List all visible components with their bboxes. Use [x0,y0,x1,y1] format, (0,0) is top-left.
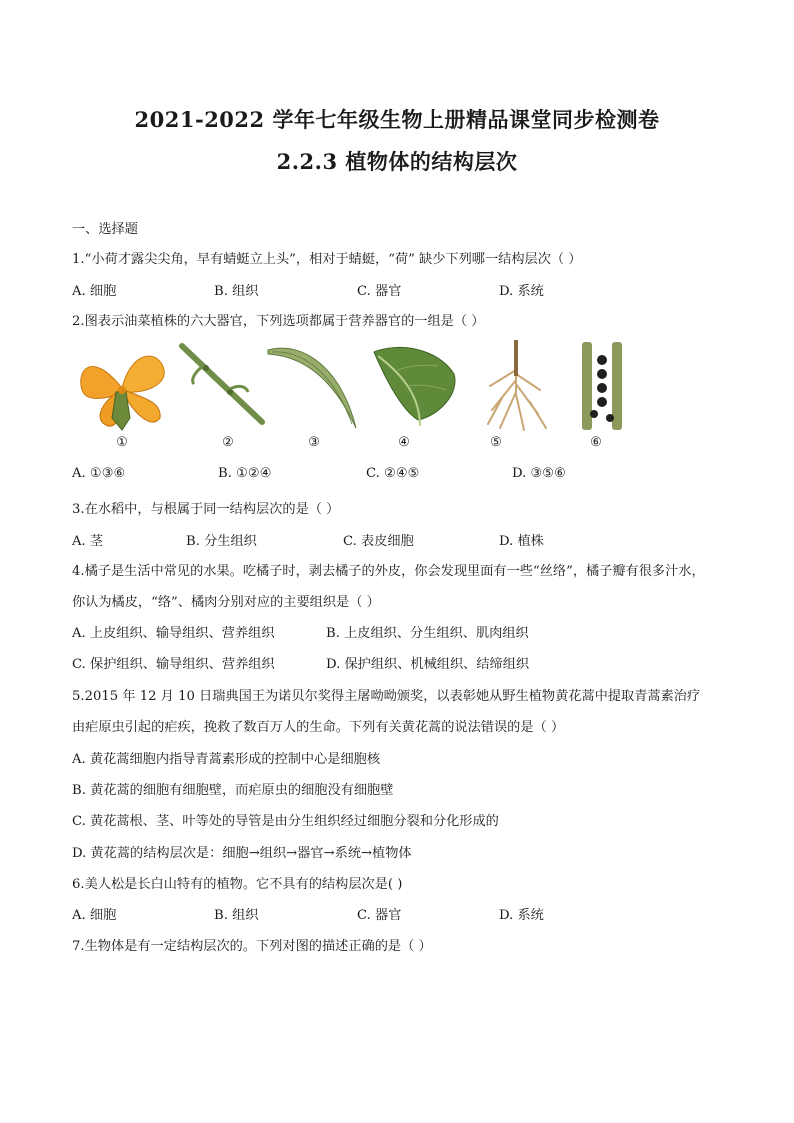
q3-option-a: A. 茎 [72,534,104,549]
q5-option-c: C. 黄花蒿根、茎、叶等处的导管是由分生组织经过细胞分裂和分化形成的 [72,814,499,829]
document-title: 2021-2022 学年七年级生物上册精品课堂同步检测卷 [134,107,660,132]
q4-option-c: C. 保护组织、输导组织、营养组织 [72,657,275,672]
question-6-stem: 6.美人松是长白山特有的植物。它不具有的结构层次是( ) [72,877,403,892]
q6-option-c: C. 器官 [357,908,402,923]
section-heading: 一、选择题 [72,222,138,237]
leaf-image [368,340,460,432]
figure-label-6: ⑥ [590,435,602,450]
q1-option-b: B. 组织 [214,284,259,299]
q4-option-a: A. 上皮组织、输导组织、营养组织 [72,626,275,641]
q6-option-d: D. 系统 [499,908,544,923]
q6-option-a: A. 细胞 [72,908,117,923]
q5-option-a: A. 黄花蒿细胞内指导青蒿素形成的控制中心是细胞核 [72,752,381,767]
question-5-stem-line2: 由疟原虫引起的疟疾，挽救了数百万人的生命。下列有关黄花蒿的说法错误的是（ ） [72,720,565,735]
figure-label-5: ⑤ [490,435,502,450]
document-subtitle: 2.2.3 植物体的结构层次 [276,149,518,174]
q3-option-d: D. 植株 [499,534,544,549]
q2-option-b: B. ①②④ [218,466,272,481]
figure-label-2: ② [222,435,234,450]
q3-option-c: C. 表皮细胞 [343,534,414,549]
flower-image [72,340,172,432]
q6-option-b: B. 组织 [214,908,259,923]
q2-option-c: C. ②④⑤ [366,466,420,481]
question-4-stem-line1: 4.橘子是生活中常见的水果。吃橘子时，剥去橘子的外皮，你会发现里面有一些“丝络”，橘子瓣有很多汁水， [72,564,705,579]
figure-label-3: ③ [308,435,320,450]
question-7-stem: 7.生物体是有一定结构层次的。下列对图的描述正确的是（ ） [72,939,432,954]
q5-option-b: B. 黄花蒿的细胞有细胞壁，而疟原虫的细胞没有细胞壁 [72,783,394,798]
question-4-stem-line2: 你认为橘皮，“络”、橘肉分别对应的主要组织是（ ） [72,595,380,610]
q2-option-d: D. ③⑤⑥ [512,466,566,481]
seeds-image [572,340,632,432]
figure-label-4: ④ [398,435,410,450]
plant-organs-figure [72,340,632,455]
q5-option-d: D. 黄花蒿的结构层次是：细胞→组织→器官→系统→植物体 [72,846,412,861]
q4-option-b: B. 上皮组织、分生组织、肌肉组织 [326,626,529,641]
root-image [480,340,554,432]
figure-label-1: ① [116,435,128,450]
stem-image [176,340,268,432]
question-2-stem: 2.图表示油菜植株的六大器官，下列选项都属于营养器官的一组是（ ） [72,314,485,329]
q4-option-d: D. 保护组织、机械组织、结缔组织 [326,657,530,672]
pod-image [264,340,360,432]
question-3-stem: 3.在水稻中，与根属于同一结构层次的是（ ） [72,502,340,517]
q3-option-b: B. 分生组织 [186,534,257,549]
q1-option-a: A. 细胞 [72,284,117,299]
q1-option-c: C. 器官 [357,284,402,299]
q1-option-d: D. 系统 [499,284,544,299]
q2-option-a: A. ①③⑥ [72,466,126,481]
question-1-stem: 1.“小荷才露尖尖角，早有蜻蜓立上头”，相对于蜻蜓，“荷” 缺少下列哪一结构层次（ ） [72,252,582,267]
question-5-stem-line1: 5.2015 年 12 月 10 日瑞典国王为诺贝尔奖得主屠呦呦颁奖，以表彰她从野生植物黄花蒿中提取青蒿素治疗 [72,689,701,704]
